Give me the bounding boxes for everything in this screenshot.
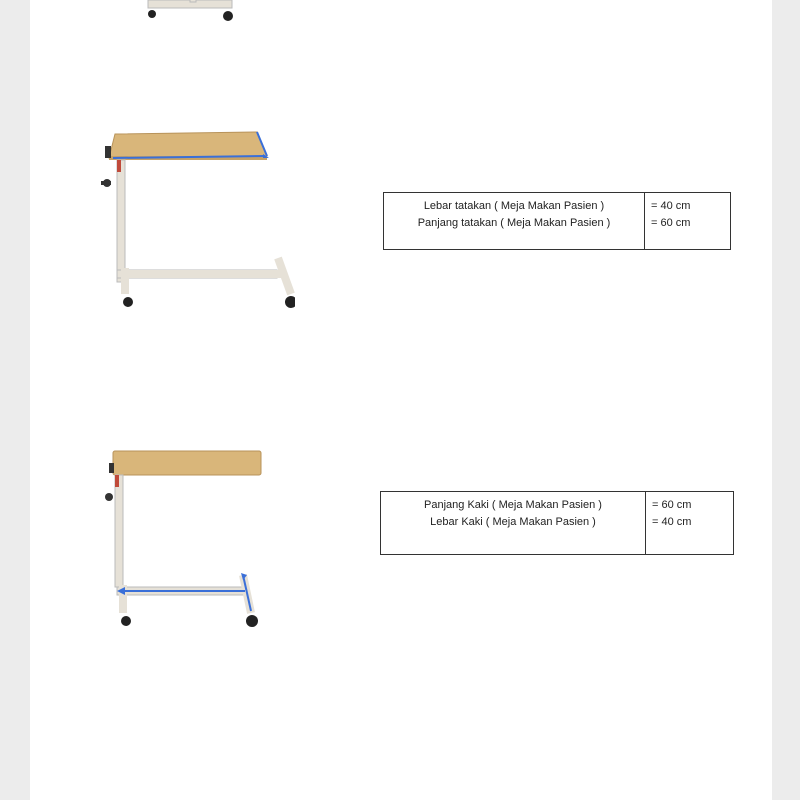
spec-values-cell: [646, 492, 734, 555]
table-row: [384, 193, 731, 250]
spec-value-leg-width: = 40 cm: [652, 516, 692, 528]
spec-value-width: = 40 cm: [651, 200, 691, 212]
spec-value-leg-length: = 60 cm: [652, 499, 692, 511]
table-row: [381, 492, 734, 555]
spec-label-width: Lebar tatakan ( Meja Makan Pasien ): [423, 200, 605, 212]
spec-table-legs: [380, 491, 734, 555]
spec-labels-cell: [381, 492, 646, 555]
spec-labels-cell: [384, 193, 645, 250]
document-page: [30, 0, 772, 800]
spec-values-cell: [645, 193, 731, 250]
overbed-table-image-leg-measure: [95, 435, 315, 635]
spec-value-length: = 60 cm: [651, 217, 691, 229]
spec-label-length: Panjang tatakan ( Meja Makan Pasien ): [417, 217, 611, 229]
spec-table-tabletop: [383, 192, 731, 250]
overbed-table-image-tabletop-measure: [95, 118, 295, 318]
overbed-table-image-top: [140, 0, 250, 30]
spec-label-leg-width: Lebar Kaki ( Meja Makan Pasien ): [430, 516, 596, 528]
spec-label-leg-length: Panjang Kaki ( Meja Makan Pasien ): [424, 499, 602, 511]
